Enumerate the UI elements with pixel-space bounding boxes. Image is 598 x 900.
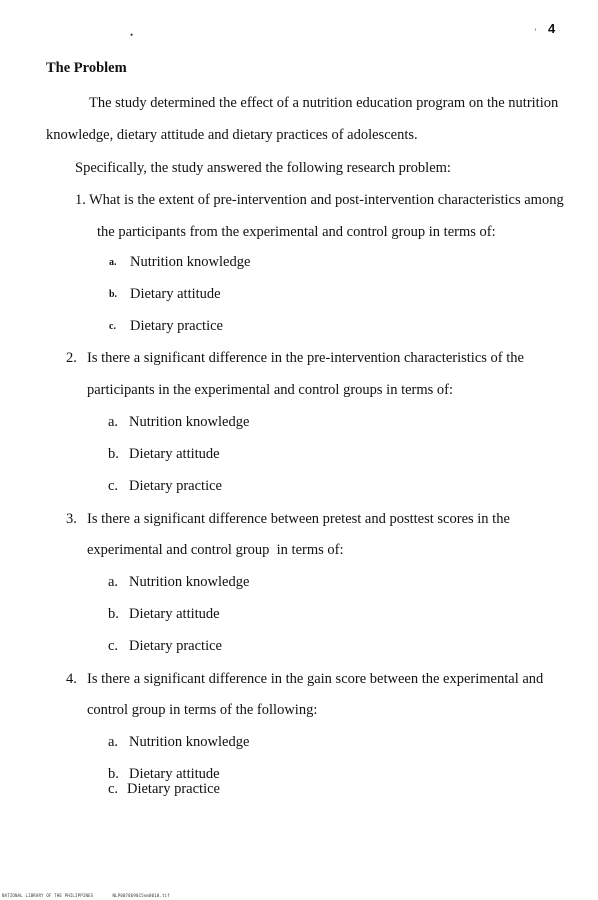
question-number: 1. [75,192,86,208]
question-4-line-1: Is there a significant difference in the gain score between the experimental and [87,671,544,687]
item-text: Nutrition knowledge [130,254,251,270]
footer-library: NATIONAL LIBRARY OF THE PHILIPPINES [2,893,94,898]
question-number: 3. [66,511,77,527]
item-letter: c. [109,321,116,332]
item-letter: a. [108,734,119,750]
section-heading: The Problem [46,60,127,76]
scan-mark: • [130,30,134,40]
item-letter: a. [109,257,117,268]
item-letter: c. [108,781,119,797]
item-letter: b. [109,289,118,300]
item-text: Nutrition knowledge [129,734,250,750]
item-text: Nutrition knowledge [129,574,250,590]
intro-line-3: Specifically, the study answered the following research problem: [75,160,451,176]
item-text: Nutrition knowledge [129,414,250,430]
question-4-line-2: control group in terms of the following: [87,702,318,718]
item-letter: a. [108,574,119,590]
intro-line-2: knowledge, dietary attitude and dietary practices of adolescents. [46,127,418,143]
question-number: 4. [66,671,77,687]
question-1-line-2: the participants from the experimental and control group in terms of: [97,224,496,240]
item-letter: a. [108,414,119,430]
item-text: Dietary attitude [129,606,220,622]
item-letter: b. [108,766,119,782]
item-text: Dietary practice [127,781,220,797]
intro-line-1: The study determined the effect of a nutrition education program on the nutrition [89,95,559,111]
question-2-line-2: participants in the experimental and control groups in terms of: [87,382,454,398]
footer-code: NLP007869015nm0010.tif [112,893,170,898]
item-letter: b. [108,446,119,462]
scan-footer [2,893,170,898]
item-letter: c. [108,478,119,494]
question-3-line-1: Is there a significant difference between pretest and posttest scores in the [87,511,510,527]
question-3-line-2: experimental and control group in terms of: [87,542,344,558]
item-text: Dietary practice [130,318,223,334]
item-letter: c. [108,638,119,654]
scan-tick: ’ [534,27,537,37]
page-number: 4 [548,21,556,36]
item-text: Dietary practice [129,638,222,654]
item-text: Dietary attitude [129,766,220,782]
item-text: Dietary attitude [130,286,221,302]
item-text: Dietary practice [129,478,222,494]
question-2-line-1: Is there a significant difference in the pre-intervention characteristics of the [87,350,524,366]
item-text: Dietary attitude [129,446,220,462]
item-letter: b. [108,606,119,622]
question-1-line-1: What is the extent of pre-intervention and post-intervention characteristics among [89,192,564,208]
question-number: 2. [66,350,77,366]
